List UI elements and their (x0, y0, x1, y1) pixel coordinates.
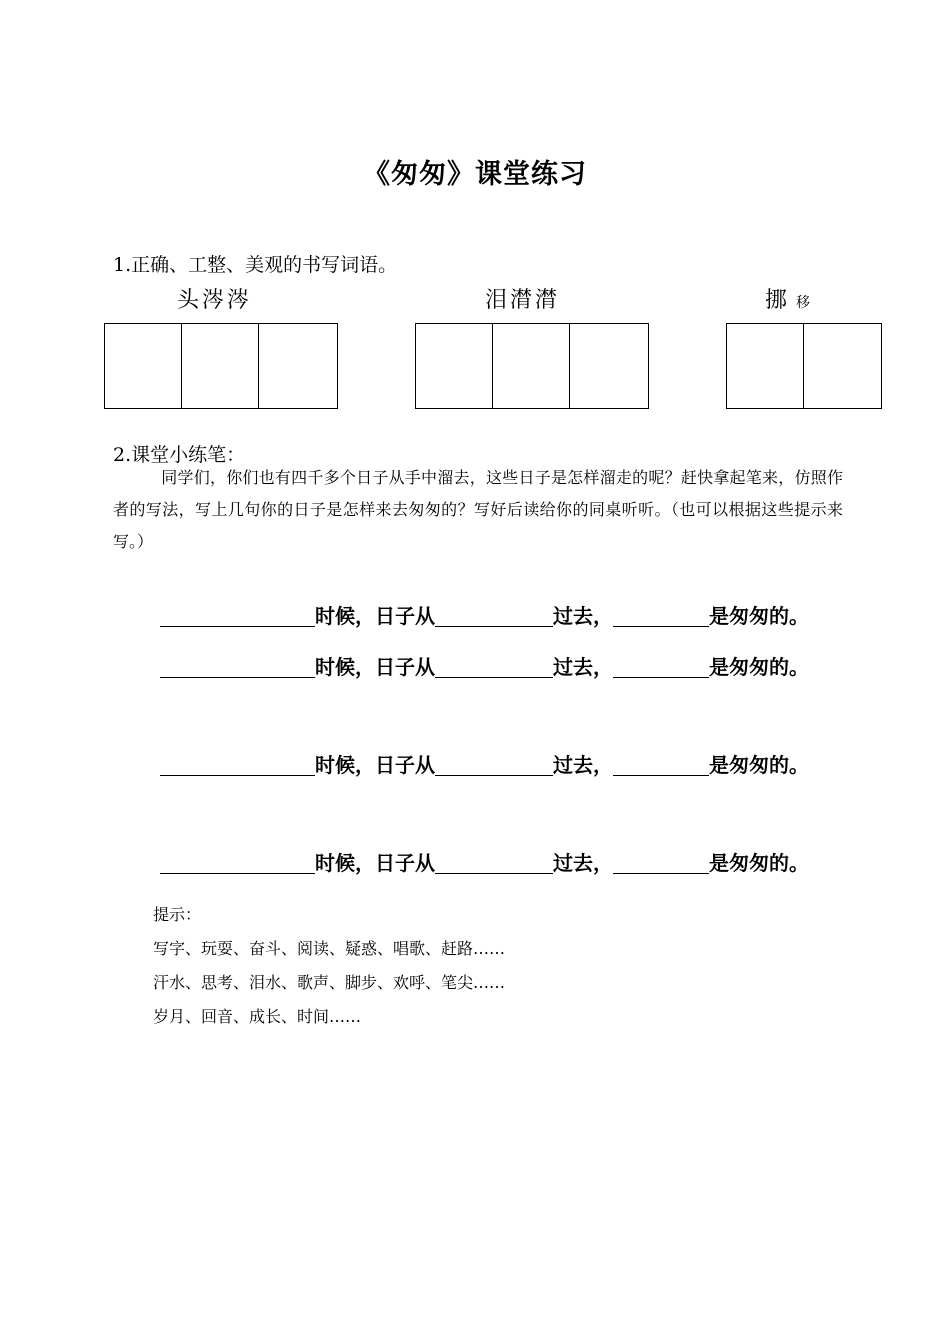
sentence-part-a: 时候，日子从 (315, 604, 435, 628)
word-group-3-chars (765, 283, 810, 314)
fill-sentence-3 (160, 749, 809, 778)
sentence-part-c: 是匆匆的。 (709, 655, 809, 679)
writing-cell[interactable] (416, 324, 493, 408)
blank-field[interactable] (613, 604, 709, 627)
writing-grid-3[interactable] (726, 323, 882, 409)
fill-sentence-2 (160, 651, 809, 680)
question-2-label: 2.课堂小练笔： (113, 444, 246, 466)
hint-line-1: 写字、玩耍、奋斗、阅读、疑惑、唱歌、赶路…… (153, 939, 506, 958)
blank-field[interactable] (160, 655, 315, 678)
sentence-part-b: 过去， (553, 655, 613, 679)
sentence-part-a: 时候，日子从 (315, 655, 435, 679)
blank-field[interactable] (613, 753, 709, 776)
sentence-part-c: 是匆匆的。 (709, 851, 809, 875)
writing-cell[interactable] (105, 324, 182, 408)
sentence-part-b: 过去， (553, 753, 613, 777)
sentence-part-b: 过去， (553, 851, 613, 875)
fill-sentence-1 (160, 600, 809, 629)
sentence-part-b: 过去， (553, 604, 613, 628)
writing-grid-2[interactable] (415, 323, 649, 409)
question-1-label: 1.正确、工整、美观的书写词语。 (113, 254, 398, 276)
writing-cell[interactable] (493, 324, 570, 408)
blank-field[interactable] (435, 851, 553, 874)
sentence-part-c: 是匆匆的。 (709, 753, 809, 777)
blank-field[interactable] (435, 655, 553, 678)
sentence-part-a: 时候，日子从 (315, 851, 435, 875)
word-group-3-small: 移 (796, 295, 811, 311)
writing-grid-1[interactable] (104, 323, 338, 409)
blank-field[interactable] (160, 604, 315, 627)
word-group-2-chars: 泪潸潸 (485, 288, 561, 313)
blank-field[interactable] (435, 753, 553, 776)
instruction-text: 同学们，你们也有四千多个日子从手中溜去，这些日子是怎样溜走的呢？赶快拿起笔来，仿照作者的写法，写上几句你的日子是怎样来去匆匆的？写好后读给你的同桌听听。（也可以根据这些提示来写。） (113, 468, 843, 551)
blank-field[interactable] (435, 604, 553, 627)
hint-line-3: 岁月、回音、成长、时间…… (153, 1007, 362, 1026)
instruction-paragraph (113, 462, 843, 558)
blank-field[interactable] (613, 655, 709, 678)
blank-field[interactable] (160, 753, 315, 776)
fill-sentence-4 (160, 847, 809, 876)
writing-cell[interactable] (182, 324, 259, 408)
sentence-part-c: 是匆匆的。 (709, 604, 809, 628)
word-group-3-main: 挪 (765, 288, 791, 313)
writing-cell[interactable] (570, 324, 647, 408)
writing-cell[interactable] (727, 324, 804, 408)
writing-cell[interactable] (259, 324, 336, 408)
hint-line-2: 汗水、思考、泪水、歌声、脚步、欢呼、笔尖…… (153, 973, 506, 992)
blank-field[interactable] (160, 851, 315, 874)
word-group-1-chars: 头涔涔 (177, 288, 253, 313)
page-title: 《匆匆》课堂练习 (363, 159, 587, 190)
writing-cell[interactable] (804, 324, 881, 408)
sentence-part-a: 时候，日子从 (315, 753, 435, 777)
blank-field[interactable] (613, 851, 709, 874)
hint-label: 提示： (153, 905, 202, 924)
